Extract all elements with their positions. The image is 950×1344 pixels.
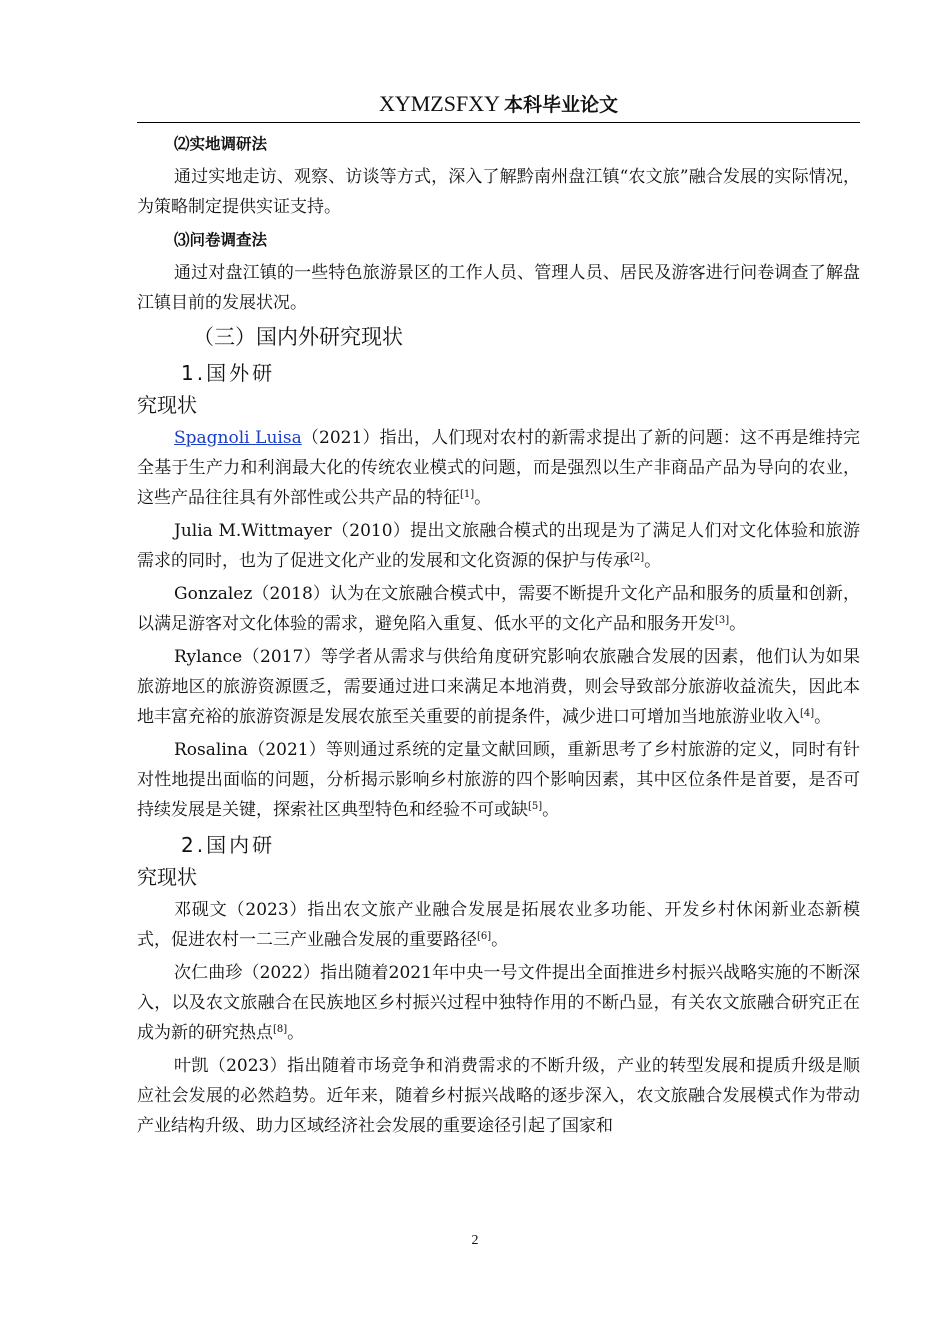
citation-ref: [2] xyxy=(630,552,645,563)
page-number: 2 xyxy=(471,1233,479,1248)
page-header xyxy=(137,90,860,123)
header-thesis-label: 本科毕业论文 xyxy=(504,94,619,116)
foreign-paragraph-3: Gonzalez（2018）认为在文旅融合模式中，需要不断提升文化产品和服务的质量和创新，以满足游客对文化体验的需求，避免陷入重复、低水平的文化产品和服务开发[3]。 xyxy=(137,584,860,634)
citation-ref: [6] xyxy=(477,931,492,942)
author-link[interactable]: Spagnoli Luisa xyxy=(174,428,302,448)
domestic-heading-line2: 究现状 xyxy=(137,865,197,889)
section-heading: （三）国内外研究现状 xyxy=(193,325,403,349)
citation-ref: [4] xyxy=(800,708,815,719)
foreign-heading-line1: 1.国外研 xyxy=(181,361,276,385)
foreign-paragraph-4: Rylance（2017）等学者从需求与供给角度研究影响农旅融合发展的因素，他们认为如果旅游地区的旅游资源匮乏，需要通过进口来满足本地消费，则会导致部分旅游收益流失，因此本地丰富充裕的旅游资源是发展农旅至关重要的前提条件，减少进口可增加当地旅游业收入[4]。 xyxy=(137,647,860,727)
field-research-text: 通过实地走访、观察、访谈等方式，深入了解黔南州盘江镇“农文旅”融合发展的实际情况，为策略制定提供实证支持。 xyxy=(137,167,860,217)
foreign-paragraph-5: Rosalina（2021）等则通过系统的定量文献回顾，重新思考了乡村旅游的定义，同时有针对性地提出面临的问题，分析揭示影响乡村旅游的四个影响因素，其中区位条件是首要，是否可持续发展是关键，探索社区典型特色和经验不可或缺[5]。 xyxy=(137,740,860,820)
domestic-heading-line1: 2.国内研 xyxy=(181,833,276,857)
foreign-paragraph-2: Julia M.Wittmayer（2010）提出文旅融合模式的出现是为了满足人们对文化体验和旅游需求的同时，也为了促进文化产业的发展和文化资源的保护与传承[2]。 xyxy=(137,521,860,571)
survey-text: 通过对盘江镇的一些特色旅游景区的工作人员、管理人员、居民及游客进行问卷调查了解盘江镇目前的发展状况。 xyxy=(137,263,860,313)
field-research-title: ⑵实地调研法 xyxy=(174,135,268,153)
domestic-paragraph-3: 叶凯（2023）指出随着市场竞争和消费需求的不断升级，产业的转型发展和提质升级是顺应社会发展的必然趋势。近年来，随着乡村振兴战略的逐步深入，农文旅融合发展模式作为带动产业结构升级、助力区域经济社会发展的重要途径引起了国家和 xyxy=(137,1056,860,1136)
domestic-paragraph-2: 次仁曲珍（2022）指出随着2021年中央一号文件提出全面推进乡村振兴战略实施的不断深入，以及农文旅融合在民族地区乡村振兴过程中独特作用的不断凸显，有关农文旅融合研究正在成为新的研究热点[8]。 xyxy=(137,963,860,1043)
foreign-paragraph-1: Spagnoli Luisa（2021）指出，人们现对农村的新需求提出了新的问题：这不再是维持完全基于生产力和利润最大化的传统农业模式的问题，而是强烈以生产非商品产品为导向的农业，这些产品往往具有外部性或公共产品的特征[1]。 xyxy=(137,428,861,508)
citation-ref: [8] xyxy=(273,1024,288,1035)
citation-ref: [1] xyxy=(460,489,475,500)
survey-title: ⑶问卷调查法 xyxy=(174,231,268,249)
foreign-heading-line2: 究现状 xyxy=(137,393,197,417)
header-school-code: XYMZSFXY xyxy=(378,91,500,116)
page-body xyxy=(137,126,860,1144)
domestic-paragraph-1: 邓砚文（2023）指出农文旅产业融合发展是拓展农业多功能、开发乡村休闲新业态新模式，促进农村一二三产业融合发展的重要路径[6]。 xyxy=(137,900,860,950)
citation-ref: [5] xyxy=(528,801,543,812)
citation-ref: [3] xyxy=(715,615,730,626)
